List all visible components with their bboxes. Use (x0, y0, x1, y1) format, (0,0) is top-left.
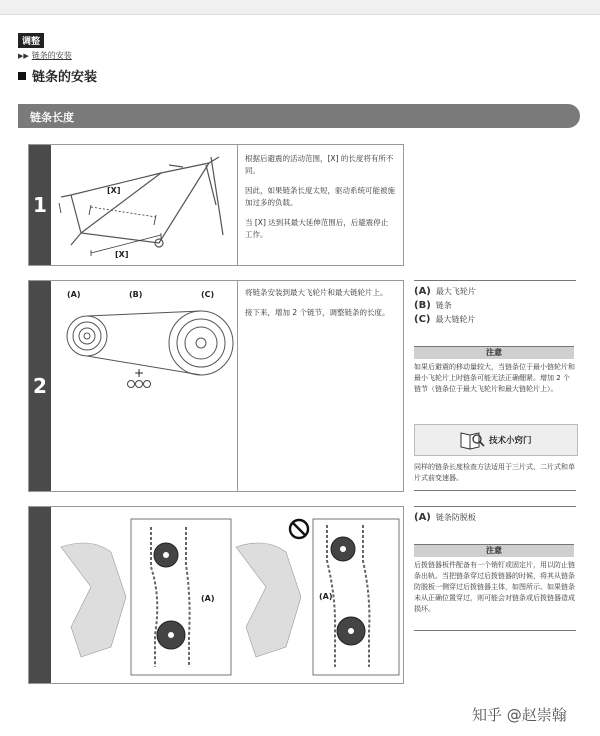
watermark: 知乎 @赵崇翰 (472, 706, 567, 724)
note-rule (414, 630, 576, 631)
panel-divider (237, 281, 238, 491)
section-band (18, 104, 580, 128)
legend-item: (A) 最大飞轮片 (414, 286, 476, 297)
section-tag: 调整 (18, 33, 44, 48)
step1-panel (28, 144, 404, 266)
breadcrumb[interactable] (18, 50, 72, 61)
step1-text (245, 153, 395, 249)
breadcrumb-link[interactable]: 链条的安装 (31, 51, 72, 60)
legend-item: (B) 链条 (414, 300, 452, 311)
step2-para2: 接下来，增加 2 个链节，调整链条的长度。 (245, 308, 390, 317)
double-arrow-icon: ▶▶ (18, 52, 29, 60)
note-heading: 注意 (414, 346, 574, 359)
tip-body: 同样的链条长度检查方法适用于三片式、二片式和单片式前变速器。 (414, 463, 575, 482)
label-b: (B) (129, 290, 143, 299)
label-a: (A) (67, 290, 81, 299)
tip-heading (414, 424, 578, 456)
step1-para2: 因此，如果链条长度太短，驱动系统可能被施加过多的负载。 (245, 186, 395, 207)
step-number: 1 (29, 145, 51, 265)
square-bullet-icon (18, 72, 26, 80)
label-x-top: [X] (107, 186, 121, 195)
step2-para1: 将链条安装到最大飞轮片和最大链轮片上。 (245, 288, 388, 297)
step2-text (245, 287, 395, 327)
page-title (18, 66, 97, 85)
section-band-label: 链条长度 (30, 111, 74, 124)
plus-sign: + (134, 366, 145, 380)
step1-para1: 根据后避震的活动范围，[X] 的长度将有所不同。 (245, 154, 394, 175)
note-heading: 注意 (414, 544, 574, 557)
panel-divider (237, 145, 238, 265)
note-body: 如果后避震的移动量较大，当链条位于最小链轮片和最小飞轮片上时链条可能无法正确绷紧。增加 2 个链节（链条位于最大飞轮片和最大链轮片上）。 (414, 363, 575, 393)
label-x-bottom: [X] (115, 250, 129, 259)
legend-item: (C) 最大链轮片 (414, 314, 476, 325)
step2-legend (414, 286, 476, 328)
label-a-right: (A) (319, 592, 333, 601)
step2-panel (28, 280, 404, 492)
step3-legend (414, 512, 476, 526)
note-body: 后拨链器板件配备有一个销钉或固定片，用以防止链条出轨。当把链条穿过后拨链器的时候，将其从链条防脱板一侧穿过后拨链器主体，如图所示。如果链条未从正确位置穿过，则可能会对链条或后拨链器造成损坏。 (414, 561, 575, 613)
step-number: 2 (29, 281, 51, 491)
top-bar (0, 0, 600, 15)
legend-rule (414, 506, 576, 507)
chain-sprocket-diagram (51, 281, 237, 401)
step3-panel (28, 506, 404, 684)
page-title-text: 链条的安装 (32, 70, 98, 85)
legend-item: (A) 链条防脱板 (414, 512, 476, 523)
bike-frame-diagram (51, 145, 237, 263)
step-number (29, 507, 51, 683)
tip-rule (414, 490, 576, 491)
legend-rule (414, 280, 576, 281)
book-magnifier-icon (459, 429, 485, 451)
label-c: (C) (201, 290, 215, 299)
derailleur-diagram (51, 507, 401, 681)
step1-para3: 当 [X] 达到其最大延伸范围后，后避震停止工作。 (245, 218, 389, 239)
tip-title: 技术小窍门 (489, 436, 532, 446)
label-a-left: (A) (201, 594, 215, 603)
